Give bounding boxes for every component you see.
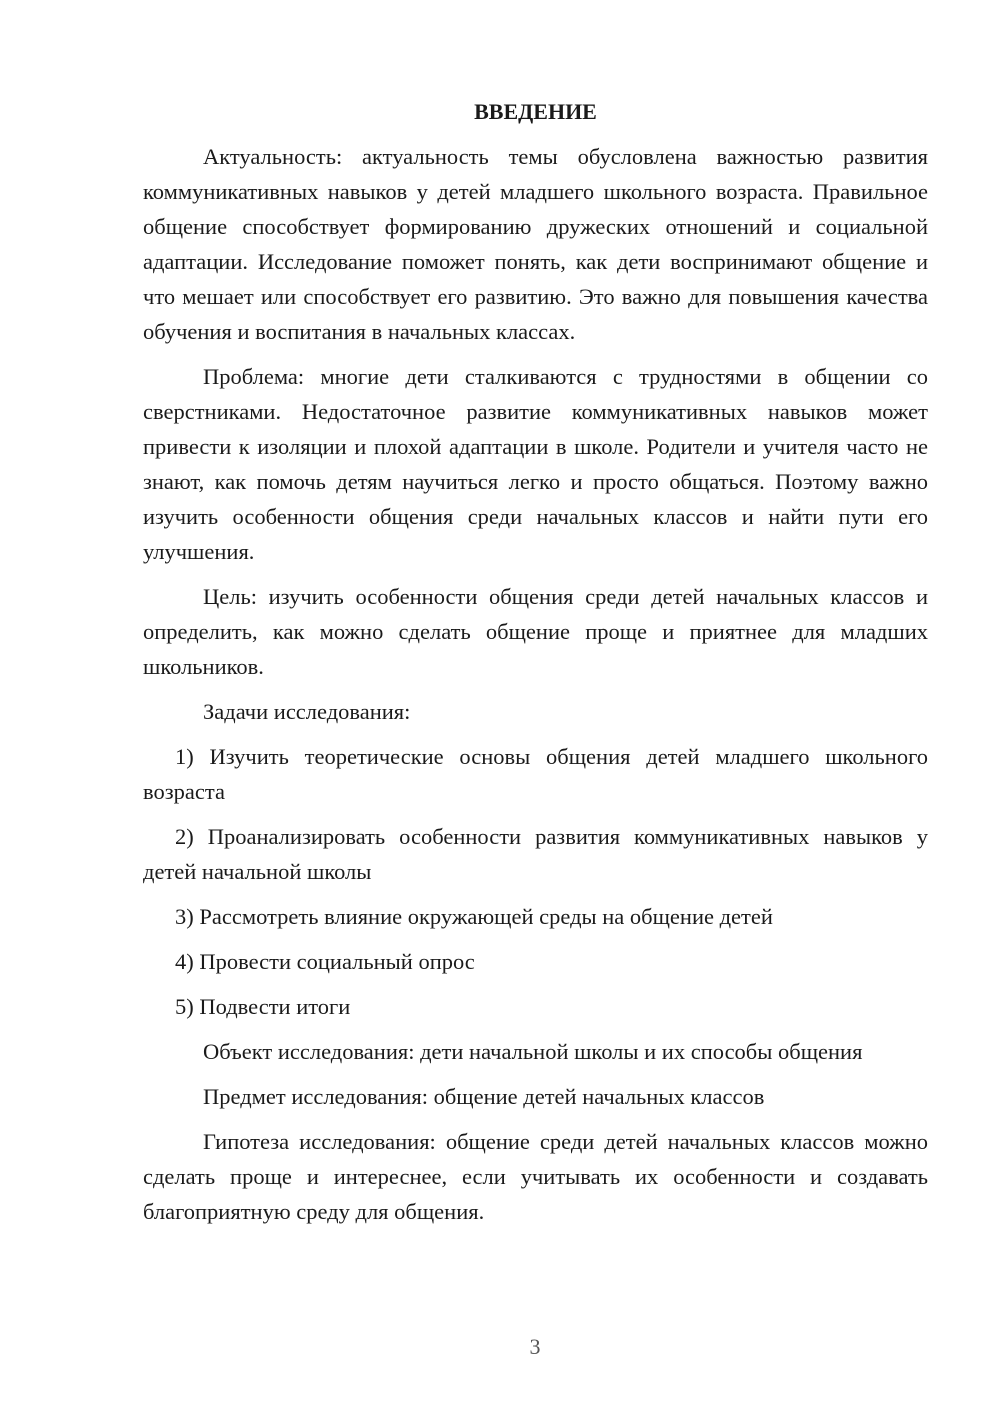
task-item-1: 1) Изучить теоретические основы общения детей младшего школьного возраста <box>143 744 928 804</box>
tasks-title: Задачи исследования: <box>203 699 411 724</box>
section-heading: ВВЕДЕНИЕ <box>474 99 597 124</box>
paragraph-hypothesis: Гипотеза исследования: общение среди детей начальных классов можно сделать проще и интереснее, если учитывать их особенности и создавать благоприятную среду для общения. <box>143 1129 928 1224</box>
task-item-4: 4) Провести социальный опрос <box>175 949 475 974</box>
paragraph-relevance: Актуальность: актуальность темы обусловлена важностью развития коммуникативных навыков у детей младшего школьного возраста. Правильное общение способствует формированию дружеских отношений и социальной адаптации. Исследование поможет понять, как дети воспринимают общение и что мешает или способствует его развитию. Это важно для повышения качества обучения и воспитания в начальных классах. <box>143 144 928 344</box>
page-number: 3 <box>529 1334 541 1359</box>
paragraph-goal: Цель: изучить особенности общения среди детей начальных классов и определить, как можно сделать общение проще и приятнее для младших школьников. <box>143 584 928 679</box>
task-item-5: 5) Подвести итоги <box>175 994 351 1019</box>
document-body <box>143 94 928 1239</box>
paragraph-problem: Проблема: многие дети сталкиваются с трудностями в общении со сверстниками. Недостаточное развитие коммуникативных навыков может привести к изоляции и плохой адаптации в школе. Родители и учителя часто не знают, как помочь детям научиться легко и просто общаться. Поэтому важно изучить особенности общения среди начальных классов и найти пути его улучшения. <box>143 364 928 564</box>
task-item-3: 3) Рассмотреть влияние окружающей среды на общение детей <box>175 904 773 929</box>
paragraph-object: Объект исследования: дети начальной школы и их способы общения <box>203 1039 863 1064</box>
paragraph-subject: Предмет исследования: общение детей начальных классов <box>203 1084 765 1109</box>
task-item-2: 2) Проанализировать особенности развития коммуникативных навыков у детей начальной школы <box>143 824 928 884</box>
